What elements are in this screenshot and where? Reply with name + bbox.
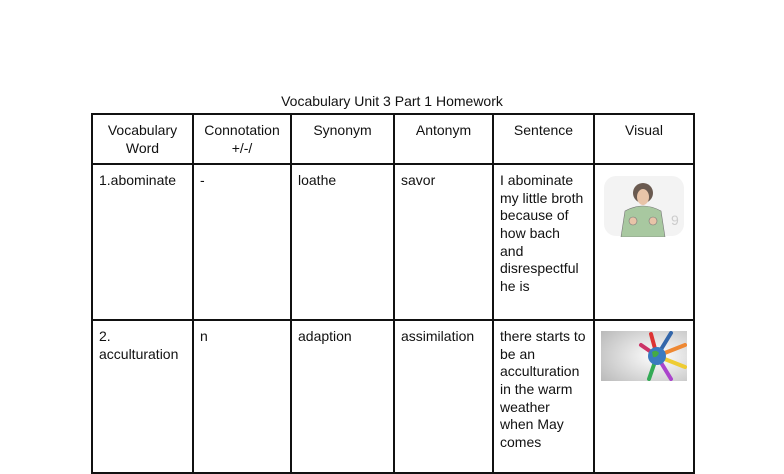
person-clipart-image	[603, 175, 685, 237]
header-connotation: Connotation +/-/	[193, 114, 291, 164]
table-row	[92, 164, 694, 320]
connotation-cell: -	[193, 164, 291, 320]
globe-hands-image	[601, 331, 687, 381]
word-cell: 2. acculturation	[92, 320, 193, 473]
header-row	[92, 114, 694, 164]
visual-cell	[594, 320, 694, 473]
header-antonym: Antonym	[394, 114, 493, 164]
sentence-cell: I abominate my little broth because of how bach and disrespectful he is	[493, 164, 594, 320]
visual-cell	[594, 164, 694, 320]
header-synonym: Synonym	[291, 114, 394, 164]
document-title: Vocabulary Unit 3 Part 1 Homework	[281, 93, 503, 109]
svg-text:9: 9	[671, 212, 679, 229]
synonym-cell: loathe	[291, 164, 394, 320]
word-cell: 1.abominate	[92, 164, 193, 320]
sentence-cell: there starts to be an acculturation in the warm weather when May comes	[493, 320, 594, 473]
vocabulary-table	[91, 113, 695, 474]
connotation-cell: n	[193, 320, 291, 473]
header-visual: Visual	[594, 114, 694, 164]
antonym-cell: savor	[394, 164, 493, 320]
synonym-cell: adaption	[291, 320, 394, 473]
header-sentence: Sentence	[493, 114, 594, 164]
header-word: Vocabulary Word	[92, 114, 193, 164]
antonym-cell: assimilation	[394, 320, 493, 473]
table-row	[92, 320, 694, 473]
